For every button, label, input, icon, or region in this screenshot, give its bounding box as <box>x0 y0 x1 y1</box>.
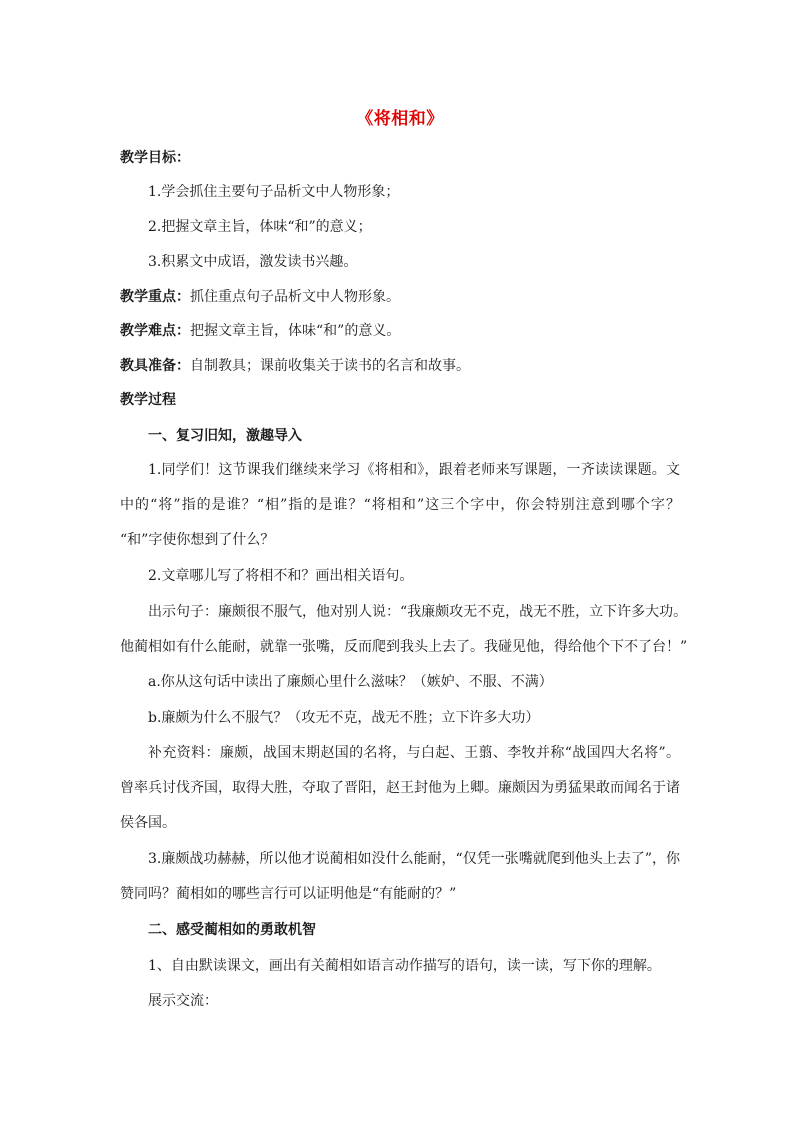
difficulty-label: 教学难点： <box>120 323 190 339</box>
question-b: b.廉颇为什么不服气？（攻无不克，战无不胜；立下许多大功） <box>148 710 540 726</box>
document-title: 《将相和》 <box>356 109 444 129</box>
paragraph-line: 赞同吗？蔺相如的哪些言行可以证明他是“有能耐的？” <box>120 886 457 902</box>
supplement-line: 补充资料：廉颇，战国末期赵国的名将，与白起、王翦、李牧并称“战国四大名将”。 <box>148 745 680 761</box>
objective-item: 3.积累文中成语，激发读书兴趣。 <box>148 254 358 270</box>
paragraph-line: 3.廉颇战功赫赫，所以他才说蔺相如没什么能耐，“仅凭一张嘴就爬到他头上去了”，你 <box>148 851 680 867</box>
tools-label: 教具准备： <box>120 358 190 374</box>
paragraph-line: 中的“将”指的是谁？“相”指的是谁？“将相和”这三个字中，你会特别注意到哪个字？ <box>120 497 680 513</box>
question-a: a.你从这句话中读出了廉颇心里什么滋味？（嫉妒、不服、不满） <box>148 674 553 690</box>
paragraph-line: “和”字使你想到了什么？ <box>120 532 275 548</box>
key-point-text: 抓住重点句子品析文中人物形象。 <box>190 289 400 305</box>
paragraph-line: 1、自由默读课文，画出有关蔺相如语言动作描写的语句，读一读，写下你的理解。 <box>148 958 661 974</box>
objective-item: 2.把握文章主旨，体味“和”的意义； <box>148 219 372 235</box>
paragraph-line: 展示交流： <box>148 993 218 1009</box>
tools-row <box>120 356 470 376</box>
objective-item: 1.学会抓住主要句子品析文中人物形象； <box>148 184 400 200</box>
tools-text: 自制教具；课前收集关于读书的名言和故事。 <box>190 358 470 374</box>
supplement-line: 侯各国。 <box>120 815 176 831</box>
quote-line: 他蔺相如有什么能耐，就靠一张嘴，反而爬到我头上去了。我碰见他，得给他个下不了台！” <box>120 639 688 655</box>
difficulty-text: 把握文章主旨，体味“和”的意义。 <box>190 323 401 339</box>
difficulty-row <box>120 321 400 341</box>
objectives-label: 教学目标： <box>120 150 190 166</box>
process-label: 教学过程 <box>120 392 176 408</box>
paragraph-line: 2.文章哪儿写了将相不和？画出相关语句。 <box>148 568 414 584</box>
section1-heading: 一、复习旧知，激趣导入 <box>148 428 302 444</box>
supplement-line: 曾率兵讨伐齐国，取得大胜，夺取了晋阳，赵王封他为上卿。廉颇因为勇猛果敢而闻名于诸 <box>120 780 680 796</box>
key-point-label: 教学重点： <box>120 289 190 305</box>
paragraph-line: 1.同学们！这节课我们继续来学习《将相和》，跟着老师来写课题，一齐读读课题。文 <box>148 462 680 478</box>
section2-heading: 二、感受蔺相如的勇敢机智 <box>148 922 316 938</box>
key-point-row <box>120 287 400 307</box>
quote-line: 出示句子：廉颇很不服气，他对别人说：“我廉颇攻无不克，战无不胜，立下许多大功。 <box>148 604 688 620</box>
